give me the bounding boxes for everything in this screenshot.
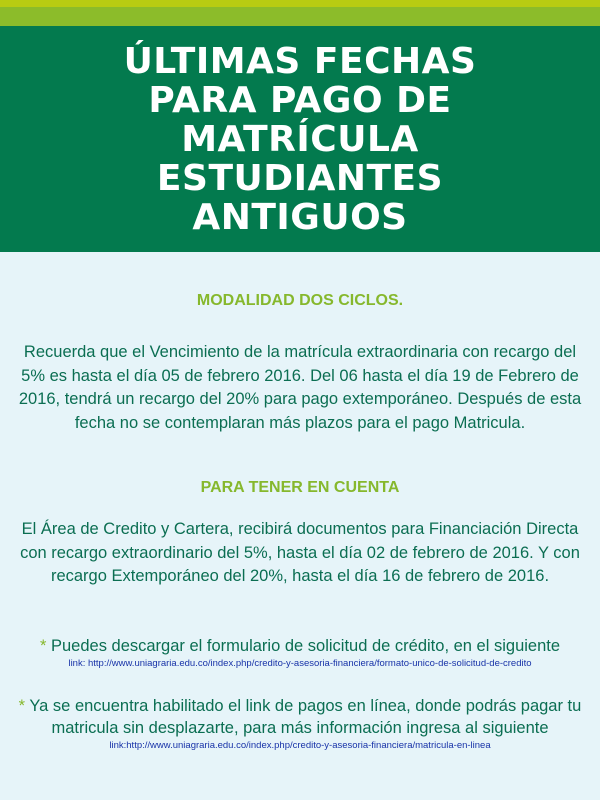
section-heading-modalidad: MODALIDAD DOS CICLOS. (196, 292, 404, 309)
asterisk-bullet: * (39, 637, 47, 655)
header-banner (0, 26, 600, 252)
note-pagos-en-linea (6, 695, 594, 753)
section-heading-tener-en-cuenta: PARA TENER EN CUENTA (200, 479, 400, 496)
note-text: Ya se encuentra habilitado el link de pagos en línea, donde podrás pagar tu matricula sin desplazarte, para más información ingresa al siguiente (29, 697, 582, 737)
page-title: ÚLTIMAS FECHAS PARA PAGO DE MATRÍCULA ESTUDIANTES ANTIGUOS (123, 40, 477, 238)
main-content (0, 252, 600, 800)
asterisk-bullet: * (18, 697, 26, 715)
section-body-tener-en-cuenta: El Área de Credito y Cartera, recibirá documentos para Financiación Directa con recargo extraordinario del 5%, hasta el día 02 de febrero de 2016. Y con recargo Extemporáneo del 20%, hasta el día 16 de febrero de 2016. (20, 520, 580, 585)
link-formulario-credito[interactable]: link: http://www.uniagraria.edu.co/index.php/credito-y-asesoria-financiera/formato-unico-de-solicitud-de-credito (68, 658, 532, 669)
note-formulario (6, 635, 594, 671)
link-matricula-en-linea[interactable]: link:http://www.uniagraria.edu.co/index.php/credito-y-asesoria-financiera/matricula-en-linea (109, 740, 491, 751)
top-accent-stripe (0, 0, 600, 26)
section-body-modalidad: Recuerda que el Vencimiento de la matrícula extraordinaria con recargo del 5% es hasta el día 05 de febrero 2016. Del 06 hasta el día 19 de Febrero de 2016, tendrá un recargo del 20% para pago extemporáneo. Después de esta fecha no se contemplaran más plazos para el pago Matricula. (18, 343, 582, 432)
note-text: Puedes descargar el formulario de solicitud de crédito, en el siguiente (50, 637, 561, 655)
